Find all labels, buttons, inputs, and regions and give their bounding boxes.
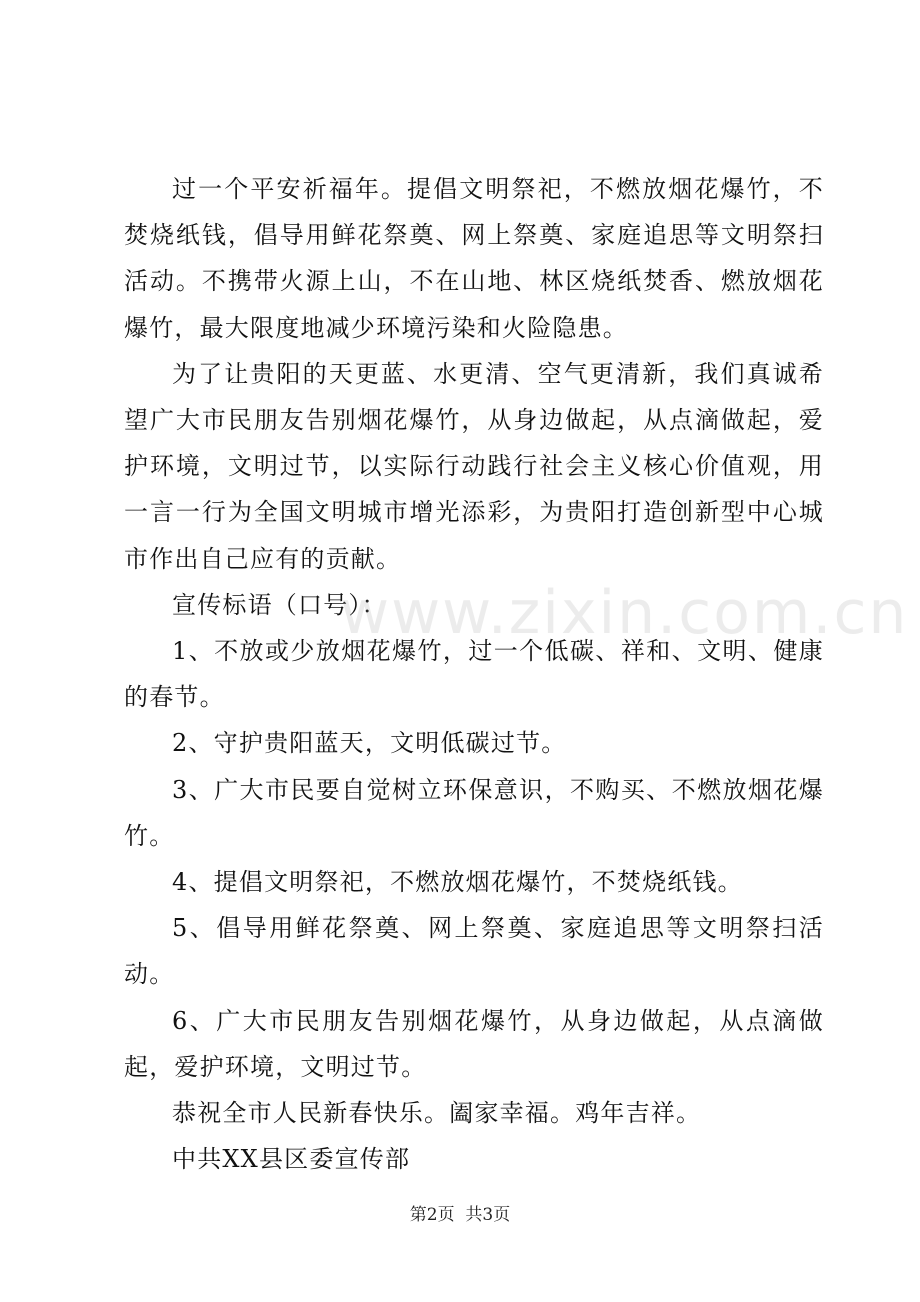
watermark: www.zixin.com.cn: [340, 578, 909, 648]
page-number-footer: 第2页 共3页: [409, 1205, 511, 1225]
slogan-item-4: 4、提倡文明祭祀，不燃放烟花爆竹，不焚烧纸钱。: [172, 868, 743, 897]
slogan-item-5: 5、倡导用鲜花祭奠、网上祭奠、家庭追思等文明祭扫活动。: [124, 914, 824, 989]
slogan-item-6: 6、广大市民朋友告别烟花爆竹，从身边做起，从点滴做起，爱护环境，文明过节。: [124, 1006, 824, 1081]
slogan-heading: 宣传标语（口号）：: [172, 590, 387, 619]
document-body: [124, 166, 824, 1182]
greeting-line: 恭祝全市人民新春快乐。阖家幸福。鸡年吉祥。: [172, 1099, 702, 1128]
slogan-item-2: 2、守护贵阳蓝天，文明低碳过节。: [172, 729, 567, 758]
slogan-item-3: 3、广大市民要自觉树立环保意识，不购买、不燃放烟花爆竹。: [124, 775, 824, 850]
slogan-item-1: 1、不放或少放烟花爆竹，过一个低碳、祥和、文明、健康的春节。: [124, 637, 824, 712]
paragraph-intro: 过一个平安祈福年。提倡文明祭祀，不燃放烟花爆竹，不焚烧纸钱，倡导用鲜花祭奠、网上祭奠、家庭追思等文明祭扫活动。不携带火源上山，不在山地、林区烧纸焚香、燃放烟花爆竹，最大限度地减少环境污染和火险隐患。: [124, 175, 824, 342]
paragraph-appeal: 为了让贵阳的天更蓝、水更清、空气更清新，我们真诚希望广大市民朋友告别烟花爆竹，从身边做起，从点滴做起，爱护环境，文明过节，以实际行动践行社会主义核心价值观，用一言一行为全国文明城市增光添彩，为贵阳打造创新型中心城市作出自己应有的贡献。: [124, 359, 824, 573]
signature-line: 中共XX县区委宣传部: [172, 1145, 411, 1174]
